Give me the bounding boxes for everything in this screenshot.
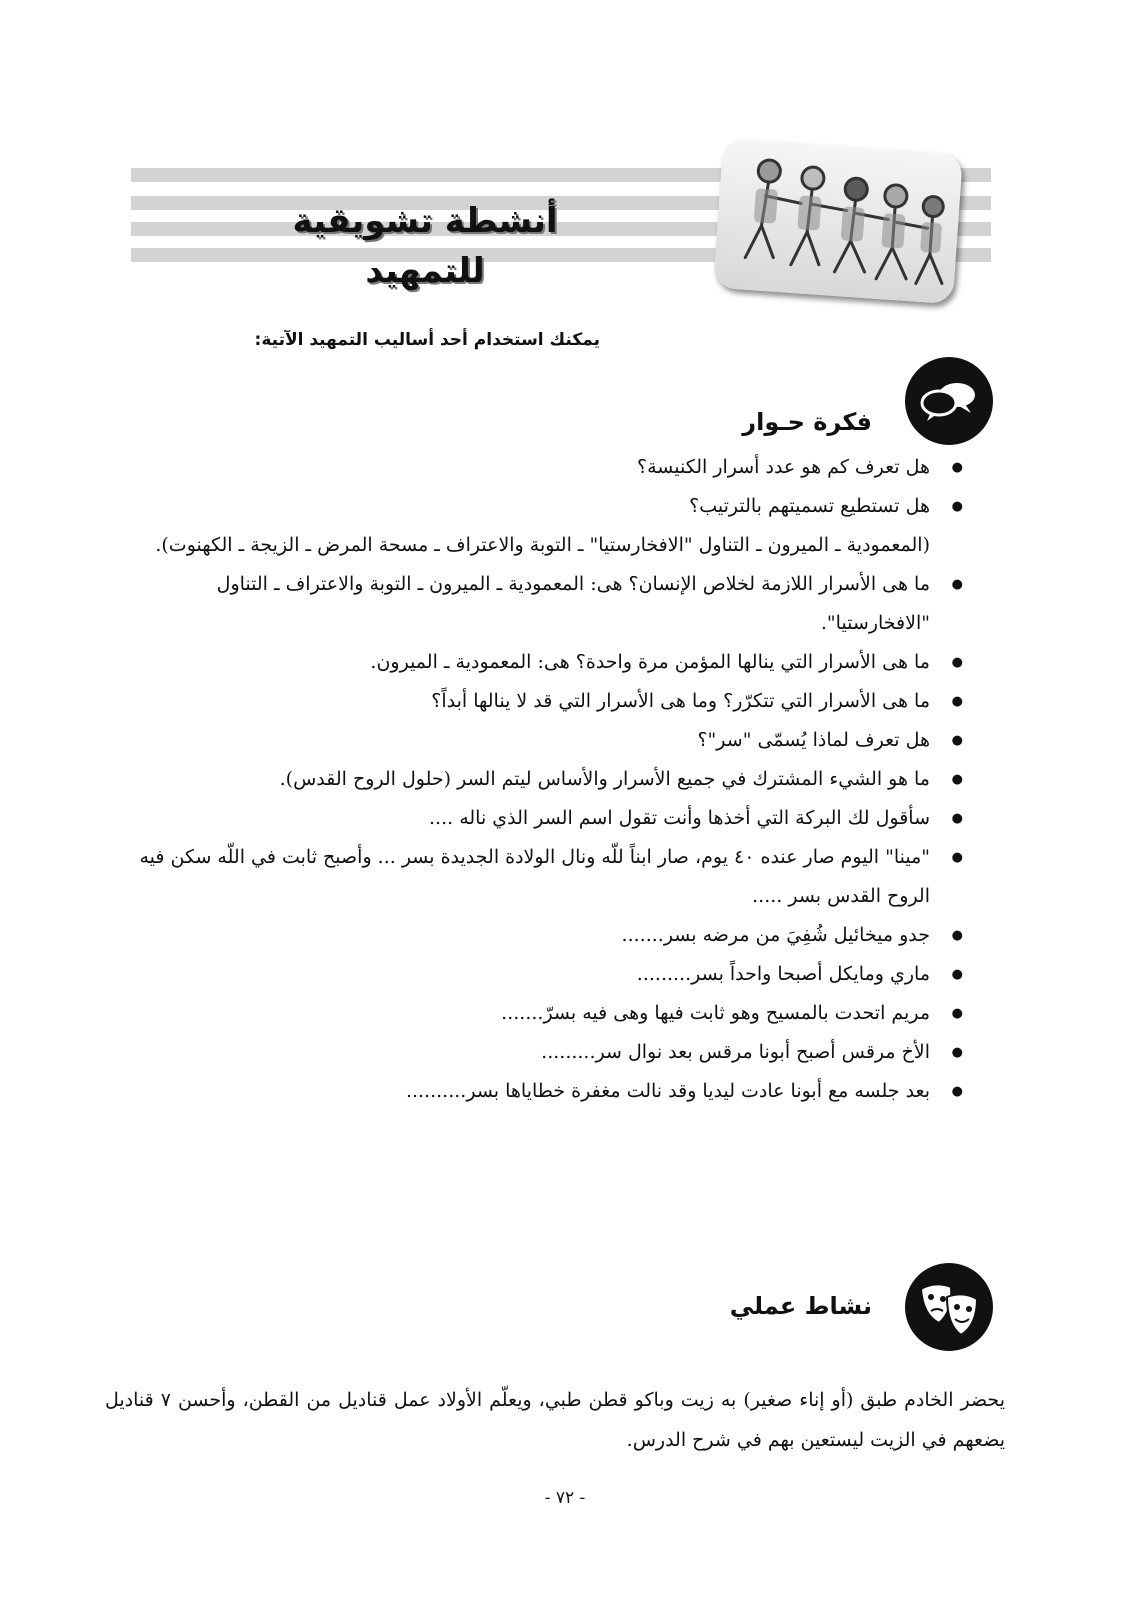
list-item: (المعمودية ـ الميرون ـ التناول "الافخارستيا" ـ التوبة والاعتراف ـ مسحة المرض ـ الزيجة ـ الكهنوت). [155, 534, 930, 556]
list-item: ● "مينا" اليوم صار عنده ٤٠ يوم، صار ابناً للّه ونال الولادة الجديدة بسر ... وأصبح ثابت في اللّه سكن فيه الروح القدس بسر ..... [105, 838, 975, 916]
list-item: ● هل تعرف كم هو عدد أسرار الكنيسة؟ [105, 448, 975, 487]
list-item: ● ما هو الشيء المشترك في جميع الأسرار والأساس ليتم السر (حلول الروح القدس). [105, 760, 975, 799]
list-item: ● ما هى الأسرار اللازمة لخلاص الإنسان؟ هى: المعمودية ـ الميرون ـ التوبة والاعتراف ـ التناول "الافخارستيا". [105, 565, 975, 643]
list-item: ● جدو ميخائيل شُفِيَ من مرضه بسر....... [105, 916, 975, 955]
page-number: - ٧٢ - [544, 1488, 586, 1508]
activity-title: نشاط عملي [729, 1292, 872, 1320]
list-item: ● بعد جلسه مع أبونا عادت ليديا وقد نالت مغفرة خطاياها بسر.......... [105, 1072, 975, 1111]
theater-masks-icon [905, 1263, 993, 1351]
dialogue-list [105, 448, 975, 1111]
list-item: ● ماري ومايكل أصبحا واحداً بسر......... [105, 955, 975, 994]
list-item: ● سأقول لك البركة التي أخذها وأنت تقول اسم السر الذي ناله .... [105, 799, 975, 838]
intro-text: يمكنك استخدام أحد أساليب التمهيد الآتية: [254, 330, 600, 350]
list-item: ● هل تعرف لماذا يُسمّى "سر"؟ [105, 721, 975, 760]
header-title: أنشطة تشويقية للتمهيد [292, 201, 558, 291]
list-item: ● ما هى الأسرار التي تتكرّر؟ وما هى الأسرار التي قد لا ينالها أبداً؟ [105, 682, 975, 721]
list-item: ● هل تستطيع تسميتهم بالترتيب؟ [105, 487, 975, 526]
list-item: ● مريم اتحدت بالمسيح وهو ثابت فيها وهى فيه بسرّ....... [105, 994, 975, 1033]
list-item: ● ما هى الأسرار التي ينالها المؤمن مرة واحدة؟ هى: المعمودية ـ الميرون. [105, 643, 975, 682]
list-item: ● الأخ مرقس أصبح أبونا مرقس بعد نوال سر......... [105, 1033, 975, 1072]
dialogue-title: فكرة حـوار [742, 408, 872, 436]
children-walking-illustration [713, 138, 963, 304]
speech-bubbles-icon [905, 357, 993, 445]
activity-paragraph: يحضر الخادم طبق (أو إناء صغير) به زيت وباكو قطن طبي، ويعلّم الأولاد عمل قناديل من القطن، وأحسن ٧ قناديل يضعهم في الزيت ليستعين بهم في شرح الدرس. [105, 1389, 1005, 1451]
